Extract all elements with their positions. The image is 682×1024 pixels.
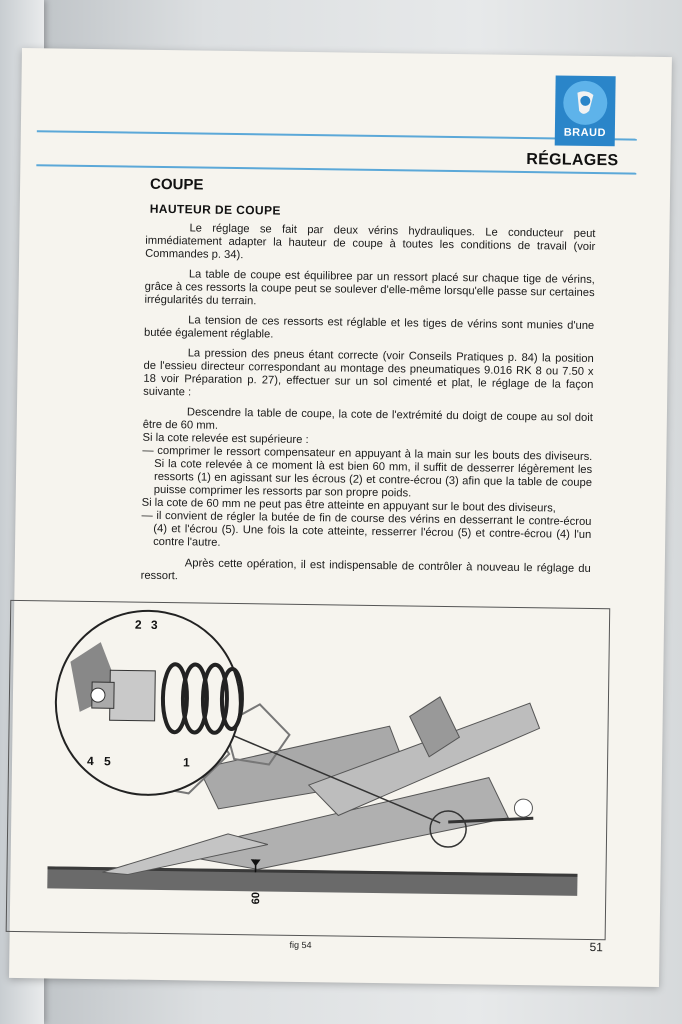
page-heading: COUPE: [149, 175, 204, 194]
mower-diagram: [7, 601, 610, 939]
callout-2: 2: [134, 617, 142, 632]
paragraph: Descendre la table de coupe, la cote de l'extrémité du doigt de coupe au sol doit être de 60 mm.: [142, 406, 593, 432]
section-title: RÉGLAGES: [526, 151, 619, 170]
callout-5: 5: [103, 754, 111, 769]
condition-text: Si la cote relevée est supérieure :: [142, 431, 309, 447]
body-text: [140, 222, 595, 596]
spring-nut: [110, 670, 156, 721]
page-subheading: HAUTEUR DE COUPE: [149, 201, 281, 218]
braud-logo: [555, 75, 616, 146]
dash-item: — comprimer le ressort compensateur en appuyant à la main sur les bouts des diviseurs. Si la cote relevée à ce moment là est bien 60 mm, il suffit de desserrer légèrement les ressorts (1) en agissant sur les écrous (2) et contre-écrou (3) afin que la table de coupe puisse comprimer les ressorts par son propre poids.: [142, 444, 593, 500]
paragraph: La tension de ces ressorts est réglable et les tiges de vérins sont munies d'une butée également réglable.: [143, 314, 595, 341]
callout-3: 3: [150, 617, 158, 632]
page-number: 51: [589, 940, 603, 955]
paragraph: Le réglage se fait par deux vérins hydrauliques. Le conducteur peut immédiatement adapter la hauteur de coupe à toutes les conditions de travail (voir Commandes p. 34).: [145, 222, 596, 262]
dash-item: — il convient de régler la butée de fin de course des vérins en desserrant le contre-écrou (4) et l'écrou (5). Une fois la cote atteinte, resserrer l'écrou (5) et contre-écrou (4) l'un contre l'autre.: [141, 509, 592, 549]
rod-end-icon: [91, 688, 105, 702]
logo-text: BRAUD: [563, 126, 607, 140]
manual-page: [9, 48, 672, 987]
figure-caption: fig 54: [289, 939, 312, 951]
callout-1: 1: [182, 755, 190, 770]
callout-4: 4: [86, 753, 94, 769]
logo-emblem-icon: [563, 81, 608, 126]
paragraph: La table de coupe est équilibree par un ressort placé sur chaque tige de vérins, grâce à ces ressorts la coupe peut se soulever d'elle-même lorsqu'elle passe sur certaines irrégularités du terrain.: [144, 268, 595, 308]
condition-text: Si la cote de 60 mm ne peut pas être atteinte en appuyant sur le bout des diviseurs,: [141, 496, 556, 515]
paragraph: La pression des pneus étant correcte (voir Conseils Pratiques p. 84) la position de l'essieu directeur correspondant au montage des pneumatiques 9.016 RK 8 ou 7.50 x 18 voir Préparation p. 27), effectuer sur un sol cimenté et plat, le réglage de la façon suivante :: [143, 347, 594, 399]
final-paragraph: Après cette opération, il est indispensable de contrôler à nouveau le réglage du ressort.: [140, 557, 591, 583]
header-rule-top: [37, 130, 637, 140]
wheel-icon: [514, 799, 532, 817]
dimension-label: 60: [250, 892, 263, 905]
figure-54: [6, 600, 611, 940]
